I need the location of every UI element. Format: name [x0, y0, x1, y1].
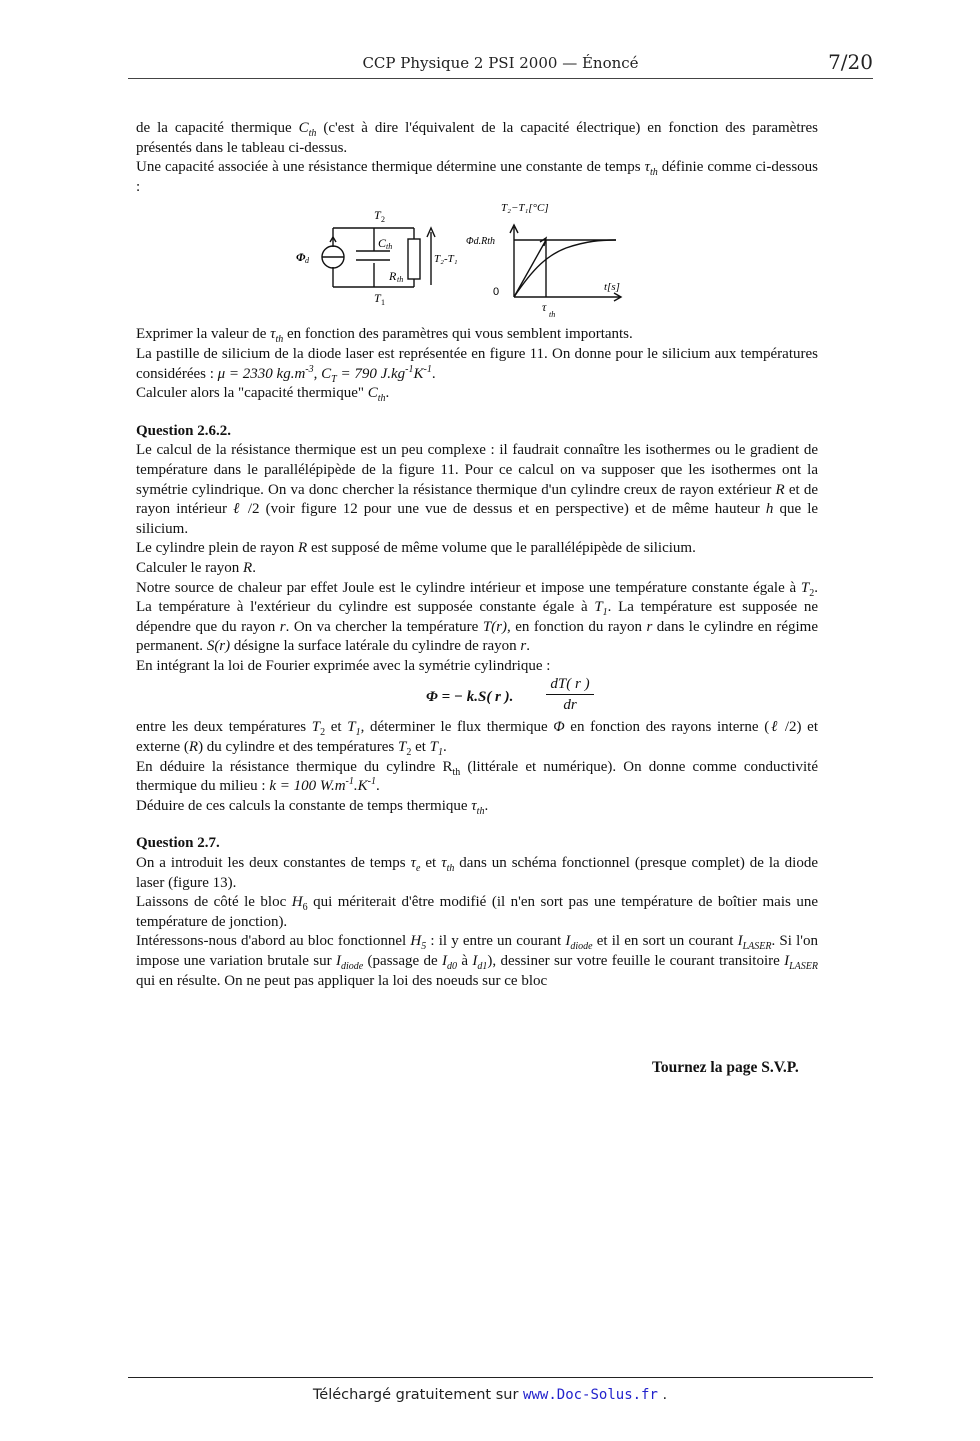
paragraph: de la capacité thermique $C_{th}$ (c'est à dire l'équivalent de la capacité électrique) en fonction des paramètres présentés dans le tableau ci-dessus.	[136, 120, 819, 156]
paragraph: En intégrant la loi de Fourier exprimée avec la symétrie cylindrique :	[136, 657, 551, 674]
paragraph: Notre source de chaleur par effet Joule est le cylindre intérieur et impose une température constante égale à $T_2$. La température à l'extérieur du cylindre est supposée constante égale à $T_1$. La température est supposée ne dépendre que du rayon r. On va chercher la température T(r), en fonction du rayon r dans le cylindre en régime permanent. S(r) désigne la surface latérale du cylindre de rayon r.	[136, 579, 819, 655]
doc-solus-link[interactable]: www.Doc-Solus.fr	[523, 1387, 658, 1403]
paragraph: Calculer alors la "capacité thermique" $C_{th}$.	[136, 385, 390, 405]
document-title: CCP Physique 2 PSI 2000 — Énoncé	[362, 54, 639, 72]
paragraph: Intéressons-nous d'abord au bloc fonctionnel $H_5$ : il y entre un courant $I_{diode}$ et il en sort un courant $I_{LASER}$. Si l'on impose une variation brutale sur $I_{diode}$ (passage de $I_{d0}$ à $I_{d1}$), dessiner sur votre feuille le courant transitoire $I_{LASER}$ qui en résulte. On ne peut pas appliquer la loi des noeuds sur ce bloc	[136, 933, 818, 989]
footer-divider	[128, 1377, 873, 1378]
turn-page-note: Tournez la page S.V.P.	[652, 1059, 799, 1076]
graph-xlabel: t[s]	[604, 281, 620, 294]
graph-ylabel: T₂−T₁[°C]	[501, 202, 549, 215]
page-header	[128, 52, 873, 79]
page-number: 7/20	[828, 50, 873, 74]
label-rth: R	[389, 269, 397, 284]
paragraph: On a introduit les deux constantes de temps $\tau_e$ et $\tau_{th}$ dans un schéma fonctionnel (presque complet) de la diode laser (figure 13).	[136, 855, 819, 891]
formula-denominator: dr	[563, 697, 577, 714]
paragraph: entre les deux températures $T_2$ et $T_1$, déterminer le flux thermique Φ en fonction des rayons interne (ℓ /2) et externe (R) du cylindre et des températures $T_2$ et $T_1$.	[136, 719, 818, 759]
rc-thermal-figure	[136, 197, 818, 325]
question-2-6-2-title: Question 2.6.2.	[136, 422, 232, 439]
page-footer: Téléchargé gratuitement sur www.Doc-Solus.fr .	[312, 1387, 668, 1403]
label-t2-t1: T₂-T₁	[434, 253, 458, 266]
resistor-icon	[408, 239, 420, 279]
paragraph: Exprimer la valeur de $\tau_{th}$ en fonction des paramètres qui vous semblent importants.	[136, 326, 633, 346]
label-t2: T	[374, 208, 381, 223]
graph-asymptote-label: Φd.Rth	[466, 236, 495, 248]
document-body	[136, 119, 818, 991]
paragraph: Le calcul de la résistance thermique est un peu complexe : il faudrait connaître les isothermes ou le gradient de température dans le parallélépipède de la figure 11. Pour ce calcul on va supposer que les isothermes ont la symétrie cylindrique. On va donc chercher la résistance thermique d'un cylindre creux de rayon extérieur R et de rayon intérieur ℓ /2 (voir figure 12 pour une vue de dessus et en perspective) et de même hauteur h que le silicium.	[136, 442, 819, 537]
formula-lhs: Φ = − k.S( r ).	[426, 689, 514, 706]
graph-origin: 0	[493, 286, 500, 299]
svg-text:th: th	[386, 242, 393, 252]
paragraph: En déduire la résistance thermique du cylindre $R_{th}$ (littérale et numérique). On donne comme conductivité thermique du milieu : k = 100 $W.m^{-1}.K^{-1}$.	[136, 758, 818, 795]
paragraph: La pastille de silicium de la diode laser est représentée en figure 11. On donne pour le silicium aux températures considérées : μ = 2330 $kg.m^{-3}$, $C_T = 790$ $J.kg^{-1}K^{-1}$.	[136, 345, 818, 385]
paragraph: Déduire de ces calculs la constante de temps thermique $\tau_{th}$.	[136, 797, 489, 817]
figure-svg	[286, 197, 636, 322]
label-t1: T	[374, 291, 381, 306]
fourier-law-formula	[136, 676, 818, 718]
paragraph: Une capacité associée à une résistance thermique détermine une constante de temps $\tau_{th}$ définie comme ci-dessous :	[136, 159, 818, 195]
label-cth: C	[378, 236, 387, 251]
svg-text:th: th	[549, 310, 556, 320]
tangent-line	[514, 240, 546, 297]
question-2-7-title: Question 2.7.	[136, 835, 220, 852]
paragraph: Laissons de côté le bloc $H_6$ qui mériterait d'être modifié (il n'en sort pas une température de boîtier mais une température de jonction).	[136, 894, 818, 930]
svg-text:1: 1	[381, 298, 385, 308]
label-phi-d: Φ	[296, 250, 306, 265]
footer-text: Téléchargé gratuitement sur	[312, 1387, 524, 1403]
formula-fraction	[546, 674, 594, 715]
formula-numerator: dT( r )	[546, 674, 594, 695]
graph-tau-label: τ	[542, 300, 547, 315]
svg-text:th: th	[397, 275, 404, 285]
paragraph: Calculer le rayon R.	[136, 559, 256, 576]
svg-text:2: 2	[381, 215, 385, 225]
svg-text:d: d	[305, 256, 309, 266]
paragraph: Le cylindre plein de rayon R est supposé de même volume que le parallélépipède de silicium.	[136, 540, 696, 557]
